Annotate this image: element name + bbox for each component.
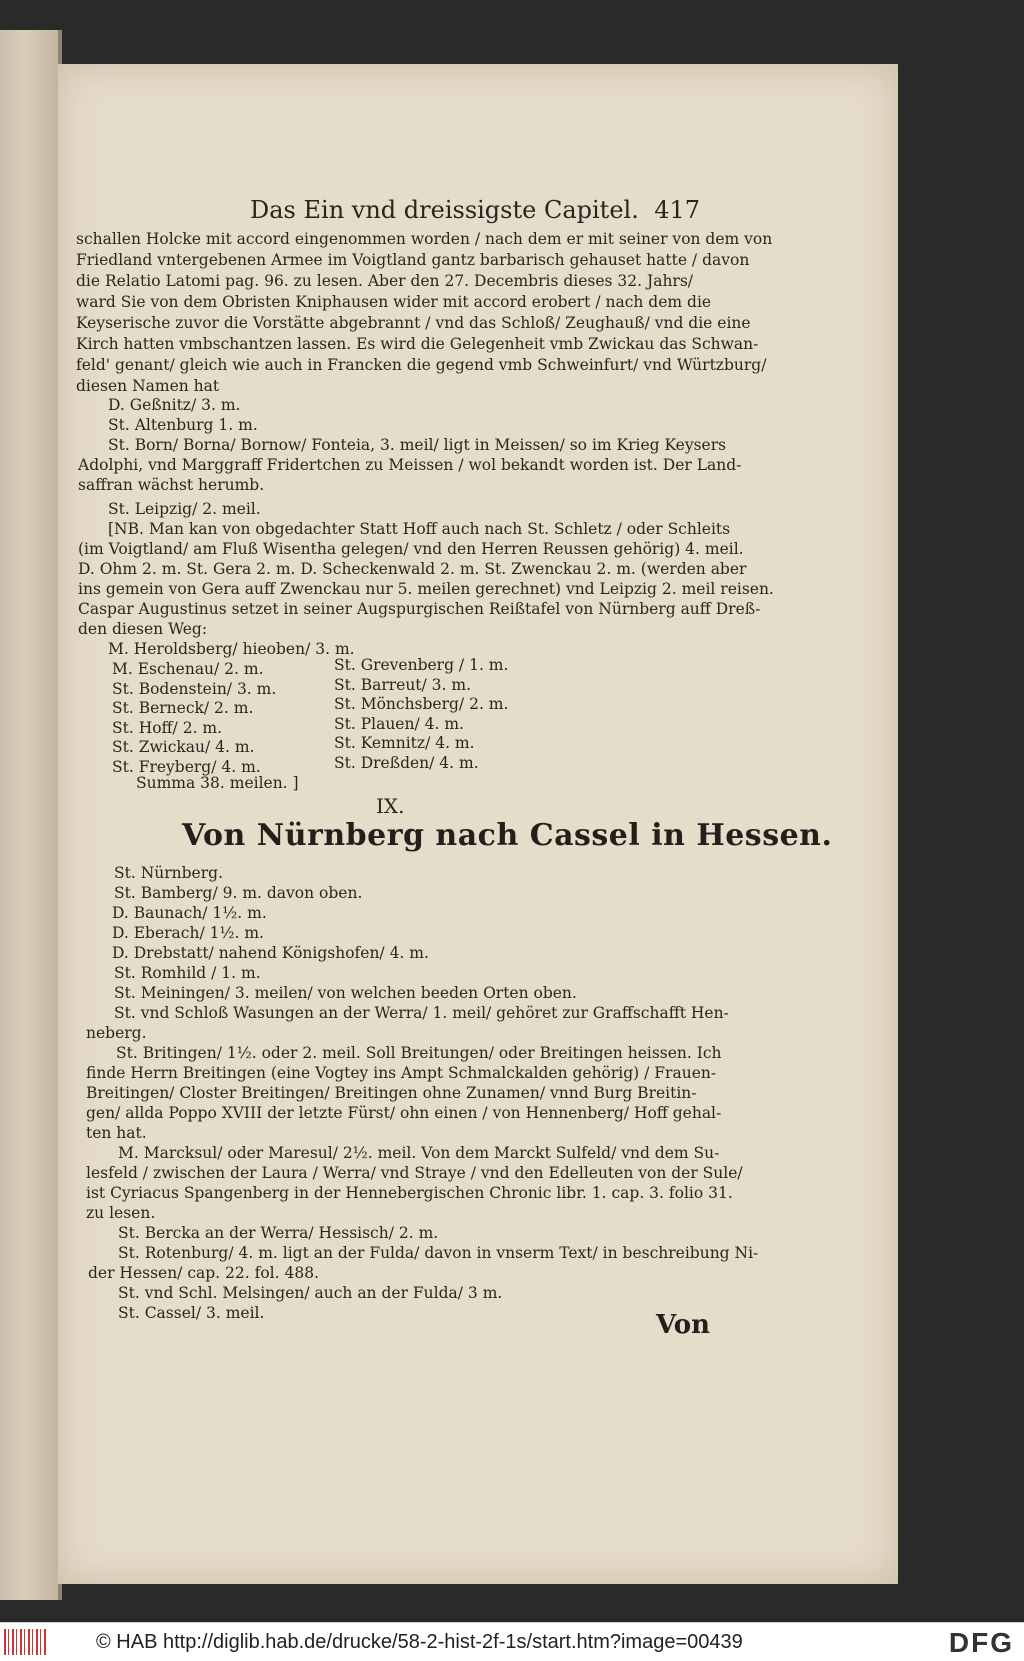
route-line: gen/ allda Poppo XVIII der letzte Fürst/ ohn einen / von Hennenberg/ Hoff gehal-	[86, 1104, 722, 1122]
summa-line: Summa 38. meilen. ]	[136, 774, 299, 792]
route-line: Caspar Augustinus setzet in seiner Augspurgischen Reißtafel von Nürnberg auff Dreß-	[78, 600, 761, 618]
paragraph-line: Friedland vntergebenen Armee im Voigtland gantz barbarisch gehauset hatte / davon	[76, 251, 750, 269]
route-line: D. Baunach/ 1½. m.	[112, 904, 267, 922]
route-left-item: M. Eschenau/ 2. m.	[112, 660, 264, 678]
route-line: St. Britingen/ 1½. oder 2. meil. Soll Breitungen/ oder Breitingen heissen. Ich	[116, 1044, 722, 1062]
route-line: den diesen Weg:	[78, 620, 208, 638]
footer-url[interactable]: © HAB http://diglib.hab.de/drucke/58-2-hist-2f-1s/start.htm?image=00439	[96, 1631, 743, 1653]
route-line: ins gemein von Gera auff Zwenckau nur 5. meilen gerechnet) vnd Leipzig 2. meil reisen.	[78, 580, 774, 598]
paragraph-line: Keyserische zuvor die Vorstätte abgebrannt / vnd das Schloß/ Zeughauß/ vnd die eine	[76, 314, 751, 332]
route-left-item: St. Freyberg/ 4. m.	[112, 757, 261, 776]
route-line: M. Marcksul/ oder Maresul/ 2½. meil. Von dem Marckt Sulfeld/ vnd dem Su-	[118, 1144, 720, 1162]
running-header	[250, 196, 700, 230]
route-line: D. Drebstatt/ nahend Königshofen/ 4. m.	[112, 944, 429, 962]
route-right-item: St. Grevenberg / 1. m.	[334, 656, 509, 674]
route-line: finde Herrn Breitingen (eine Vogtey ins Ampt Schmalckalden gehörig) / Frauen-	[86, 1064, 717, 1082]
route-line: St. Leipzig/ 2. meil.	[108, 500, 261, 518]
route-right-item: St. Kemnitz/ 4. m.	[334, 734, 475, 752]
route-line: St. Bercka an der Werra/ Hessisch/ 2. m.	[118, 1224, 439, 1242]
catchword: Von	[656, 1310, 711, 1340]
route-line: St. Meiningen/ 3. meilen/ von welchen beeden Orten oben.	[114, 984, 577, 1002]
route-line: St. Rotenburg/ 4. m. ligt an der Fulda/ davon in vnserm Text/ in beschreibung Ni-	[118, 1244, 759, 1262]
route-line: M. Heroldsberg/ hieoben/ 3. m.	[108, 640, 355, 658]
header-title: Das Ein vnd dreissigste Capitel.	[250, 196, 639, 224]
route-line: St. Born/ Borna/ Bornow/ Fonteia, 3. meil/ ligt in Meissen/ so im Krieg Keysers	[108, 436, 727, 454]
route-line: D. Eberach/ 1½. m.	[112, 924, 264, 942]
page-number: 417	[654, 196, 700, 224]
route-line: zu lesen.	[86, 1204, 156, 1222]
footer-bar	[0, 1622, 1024, 1661]
route-left-item: St. Berneck/ 2. m.	[112, 699, 254, 717]
route-left-item: St. Bodenstein/ 3. m.	[112, 679, 277, 698]
route-right-item: St. Mönchsberg/ 2. m.	[334, 695, 509, 713]
route-line: St. vnd Schl. Melsingen/ auch an der Fulda/ 3 m.	[118, 1284, 503, 1302]
route-line: St. Altenburg 1. m.	[108, 416, 258, 434]
route-line: neberg.	[86, 1024, 147, 1042]
route-line: ist Cyriacus Spangenberg in der Hennebergischen Chronic libr. 1. cap. 3. folio 31.	[86, 1184, 733, 1202]
route-line: St. Romhild / 1. m.	[114, 964, 261, 982]
left-page-edge	[0, 30, 62, 1600]
dfg-logo: DFG	[948, 1627, 1014, 1658]
route-line: St. Nürnberg.	[114, 864, 223, 882]
route-line: der Hessen/ cap. 22. fol. 488.	[88, 1264, 320, 1282]
barcode-icon	[4, 1629, 48, 1655]
section-heading: Von Nürnberg nach Cassel in Hessen.	[182, 818, 833, 853]
route-line: D. Geßnitz/ 3. m.	[108, 396, 241, 414]
paragraph-line: Kirch hatten vmbschantzen lassen. Es wird die Gelegenheit vmb Zwickau das Schwan-	[76, 335, 759, 353]
route-line: (im Voigtland/ am Fluß Wisentha gelegen/ vnd den Herren Reussen gehörig) 4. meil.	[78, 540, 744, 558]
route-right-item: St. Barreut/ 3. m.	[334, 675, 472, 694]
route-left-item: St. Hoff/ 2. m.	[112, 718, 223, 737]
paragraph-line: feld' genant/ gleich wie auch in Francken die gegend vmb Schweinfurt/ vnd Würtzburg/	[76, 356, 767, 374]
route-line: St. vnd Schloß Wasungen an der Werra/ 1. meil/ gehöret zur Graffschafft Hen-	[114, 1004, 729, 1022]
route-line: lesfeld / zwischen der Laura / Werra/ vnd Straye / vnd den Edelleuten von der Sule/	[86, 1164, 743, 1182]
route-line: ten hat.	[86, 1124, 147, 1142]
paragraph-line: diesen Namen hat	[76, 377, 220, 395]
route-left-item: St. Zwickau/ 4. m.	[112, 738, 255, 756]
route-line: St. Cassel/ 3. meil.	[118, 1304, 265, 1322]
route-line: D. Ohm 2. m. St. Gera 2. m. D. Scheckenwald 2. m. St. Zwenckau 2. m. (werden aber	[78, 560, 747, 578]
route-line: Adolphi, vnd Marggraff Fridertchen zu Meissen / wol bekandt worden ist. Der Land-	[78, 456, 742, 474]
route-right-item: St. Plauen/ 4. m.	[334, 714, 464, 733]
paragraph-line: schallen Holcke mit accord eingenommen worden / nach dem er mit seiner von dem von	[76, 230, 773, 248]
section-number: IX.	[376, 794, 405, 818]
route-line: saffran wächst herumb.	[78, 476, 265, 494]
route-right-item: St. Dreßden/ 4. m.	[334, 753, 479, 772]
route-line: St. Bamberg/ 9. m. davon oben.	[114, 884, 363, 902]
route-line: [NB. Man kan von obgedachter Statt Hoff auch nach St. Schletz / oder Schleits	[108, 520, 731, 538]
paragraph-line: ward Sie von dem Obristen Kniphausen wider mit accord erobert / nach dem die	[76, 293, 712, 311]
paragraph-line: die Relatio Latomi pag. 96. zu lesen. Aber den 27. Decembris dieses 32. Jahrs/	[76, 272, 694, 290]
route-line: Breitingen/ Closter Breitingen/ Breitingen ohne Zunamen/ vnnd Burg Breitin-	[86, 1084, 697, 1102]
